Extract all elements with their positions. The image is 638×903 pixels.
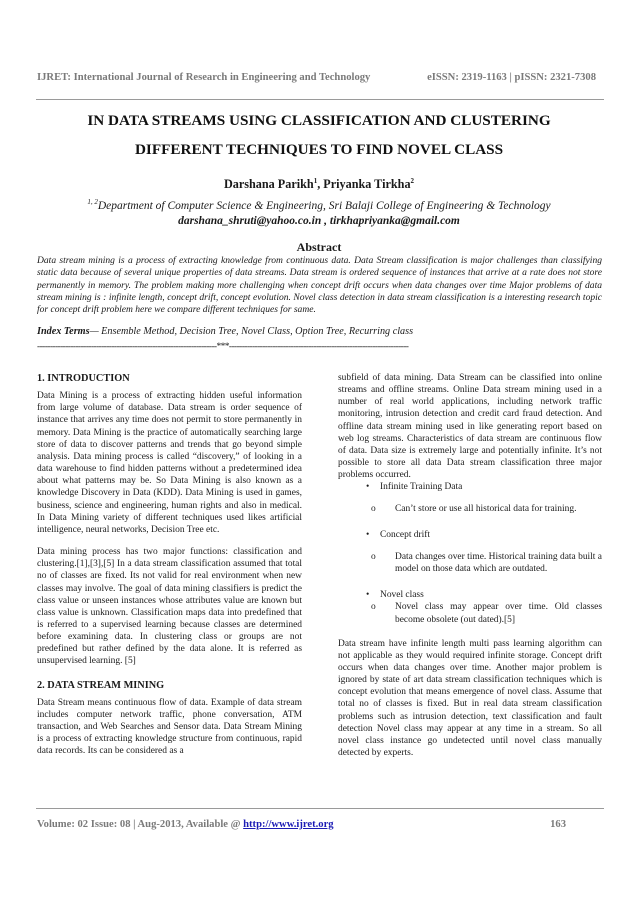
footer-volume: Volume: 02 Issue: 08 | Aug-2013, Available @ [37, 819, 244, 830]
journal-name: IJRET: International Journal of Research in Engineering and Technology [37, 72, 371, 83]
bullet-dot-icon: • [366, 590, 370, 601]
bullet-dot-icon: • [366, 529, 370, 540]
author-separator: , [317, 177, 324, 191]
index-terms-label: Index Terms [37, 326, 90, 337]
bullet-item [338, 589, 602, 601]
intro-paragraph-2: Data mining process has two major functions: classification and clustering.[1],[3],[5] In a data stream classification assumed that total no of classes are fixed. Its not valid for real environment when new classes may involve. The goal of data mining classifiers is predict the class value or unseen instances whose attributes value are known but class value is unknown. Classification maps data into predefined that is referred to a supervised learning because classes are determined before examining data. In clustering class or groups are not predefined but rather defined by the data alone. It is referred as unsupervised learning. [5] [37, 547, 302, 667]
abstract-text: Data stream mining is a process of extracting knowledge from continuous data. Data Stream classification is major challenges than classifying static data because of several unique properties of data streams. Data stream is ordered sequence of instances that arrive at a rate does not store permanently in memory. The problem making more challenging when concept drift occurs when data changes over time Major problems of data stream mining is : infinite length, concept drift, concept evolution. Novel class detection in data stream classification is a interesting research topic for concept drift problem here we compare different techniques for same. [37, 255, 602, 316]
journal-header [37, 72, 602, 83]
paper-title-line2: DIFFERENT TECHNIQUES TO FIND NOVEL CLASS [134, 141, 504, 158]
sub-bullet-icon: o [371, 602, 376, 613]
affiliation-sup: 1, 2 [87, 198, 98, 207]
issn-info: eISSN: 2319-1163 | pISSN: 2321-7308 [427, 72, 596, 83]
sub-bullet-icon: o [371, 551, 376, 562]
author-1: Darshana Parikh [223, 177, 314, 191]
sub-bullet-item [338, 601, 602, 625]
bullet-text: Concept drift [380, 529, 431, 540]
footer-rule [36, 808, 604, 809]
affiliation [30, 199, 608, 228]
sub-bullet-text: Data changes over time. Historical training data built a model on those data which are outdated. [395, 551, 602, 575]
paper-title-line1: IN DATA STREAMS USING CLASSIFICATION AND CLUSTERING [87, 112, 551, 129]
stream-paragraph-1: Data Stream means continuous flow of data. Example of data stream includes computer network traffic, phone conversation, ATM transaction, and Web Searches and Sensor data. Data Stream Mining is a process of extracting knowledge structure from continuous, rapid data records. Its can be considered as a [37, 697, 302, 757]
left-column [37, 373, 302, 758]
author-2-sup: 2 [410, 176, 415, 185]
bullet-text: Novel class [380, 590, 424, 601]
index-terms [37, 326, 602, 337]
authors [30, 177, 608, 192]
sub-bullet-icon: o [371, 503, 376, 514]
intro-paragraph-1: Data Mining is a process of extracting hidden useful information from large volume of database. Data stream is order sequence of instance that arrives any time does not permit to store permanently in memory. Data Mining is the practice of automatically searching large store of data to discover patterns and trends that go beyond simple analysis. Data mining process is called “discovery,” of looking in a data warehouse to find hidden patterns without a predetermined idea about what patterns may be. So Data Mining is also known as a knowledge Discovery in Data (KDD). Data Mining is used in games, business, science and engineering, human rights and also in medical. In Data Mining variety of different techniques used likes artificial intelligence, neural networks, Decision Tree etc. [37, 391, 302, 535]
page-number: 163 [550, 819, 566, 830]
stream-paragraph-2: subfield of data mining. Data Stream can be classified into online streams and offline streams. Online Data stream mining used in a number of real world applications, including network traffic monitoring, intrusion detection and credit card fraud detection. And offline data stream mining used in like generating report based on web log streams. Characteristics of data stream are continuous flow of data. Data size is extremely large and potentially infinite. It’s not possible to store all data Data stream classification three major problems occurred. [338, 373, 602, 481]
author-emails: darshana_shruti@yahoo.co.in , tirkhapriyanka@gmail.com [178, 214, 460, 227]
author-2: Priyanka Tirkha [323, 177, 411, 191]
affiliation-text: Department of Computer Science & Engineering, Sri Balaji College of Engineering & Technology [97, 200, 551, 212]
abstract-heading: Abstract [296, 240, 342, 254]
section-2-heading: 2. DATA STREAM MINING [37, 679, 165, 691]
stream-paragraph-3: Data stream have infinite length multi pass learning algorithm can not applicable as they would required infinite storage. Concept drift occurs when data changes over time. Another major problem is ignored by state of art data stream classification techniques which is concept evolution that means emergence of novel class. Assume that total no of classes is fixed. But in real data stream classification problems such as intrusion detection, text classification and fault detection Novel class may appear at any time in a stream. So all novel class instance go undetected until novel class manually detected by experts. [338, 638, 602, 759]
bullet-item [338, 481, 602, 493]
bullet-item [338, 529, 602, 541]
index-terms-text: — Ensemble Method, Decision Tree, Novel Class, Option Tree, Recurring class [89, 326, 414, 337]
sub-bullet-item [338, 551, 602, 575]
section-1-heading: 1. INTRODUCTION [37, 373, 130, 384]
sub-bullet-text: Can’t store or use all historical data for training. [395, 503, 577, 514]
sub-bullet-item [338, 503, 602, 515]
bullet-text: Infinite Training Data [380, 482, 463, 493]
right-column [338, 372, 602, 759]
header-rule [36, 99, 604, 100]
bullet-dot-icon: • [366, 482, 370, 493]
section-separator: ----------------------------------------------------------------------***---------------------------------------------------------------------- [37, 342, 409, 352]
page-footer [37, 819, 602, 830]
author-1-sup: 1 [313, 176, 318, 185]
footer-link[interactable]: http://www.ijret.org [243, 819, 334, 830]
sub-bullet-text: Novel class may appear over time. Old classes become obsolete (out dated).[5] [395, 602, 602, 625]
